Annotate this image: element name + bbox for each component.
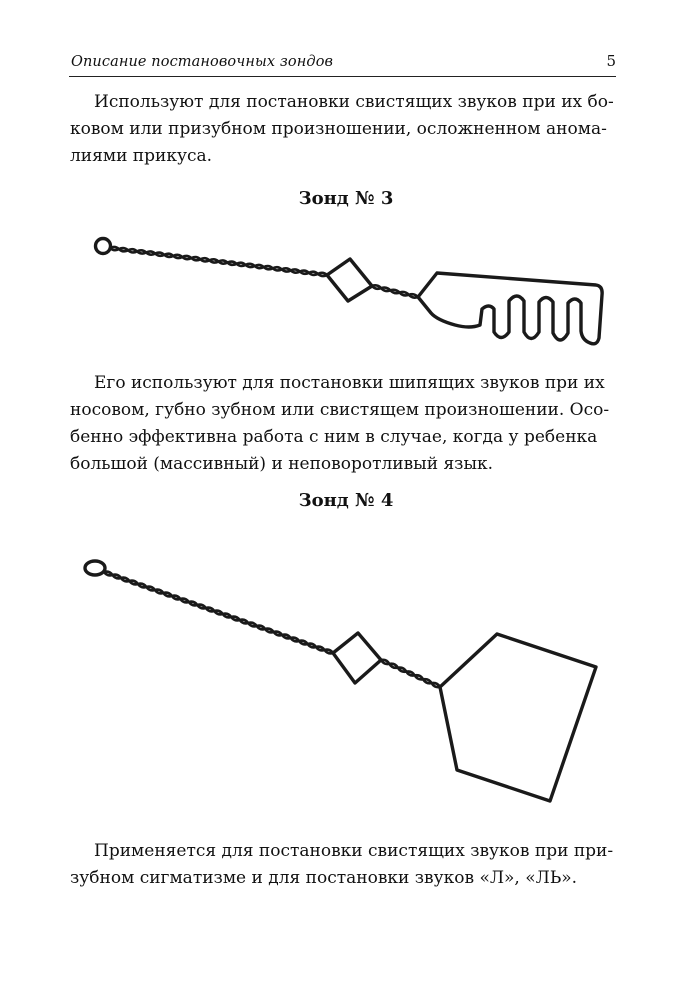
probe-head bbox=[418, 273, 602, 344]
twisted-wire-segment bbox=[381, 660, 440, 687]
paragraph-2-line: носовом, губно зубном или свистящем произношении. Осо- bbox=[70, 400, 610, 420]
running-title: Описание постановочных зондов bbox=[71, 54, 334, 70]
paragraph-1-line: лиями прикуса. bbox=[70, 146, 213, 166]
twisted-wire-segment bbox=[110, 247, 327, 276]
twisted-wire-segment bbox=[104, 572, 333, 654]
twisted-wire-segment bbox=[372, 285, 418, 297]
probe-ring bbox=[96, 239, 111, 254]
paragraph-2-line: бенно эффективна работа с ним в случае, когда у ребенка bbox=[70, 427, 598, 447]
paragraph-3-line: зубном сигматизме и для постановки звуков «Л», «ЛЬ». bbox=[70, 868, 578, 888]
page-header bbox=[69, 50, 616, 77]
probe-ring bbox=[85, 561, 105, 575]
probe-3-illustration bbox=[0, 225, 692, 355]
paragraph-1-line: ковом или призубном произношении, осложненном анома- bbox=[70, 119, 607, 139]
probe-3-heading: Зонд № 3 bbox=[298, 188, 394, 209]
probe-4-heading: Зонд № 4 bbox=[298, 490, 394, 511]
probe-diamond bbox=[333, 633, 381, 683]
paragraph-2 bbox=[70, 370, 610, 478]
paragraph-1 bbox=[70, 89, 614, 170]
probe-head bbox=[440, 634, 596, 801]
paragraph-3 bbox=[70, 838, 614, 892]
paragraph-1-line: Используют для постановки свистящих звуков при их бо- bbox=[94, 92, 614, 112]
probe-4-illustration bbox=[0, 550, 692, 810]
paragraph-2-line: большой (массивный) и неповоротливый язык. bbox=[70, 454, 493, 474]
paragraph-3-line: Применяется для постановки свистящих звуков при при- bbox=[94, 841, 614, 861]
twisted-shaft bbox=[110, 247, 327, 276]
probe-diamond bbox=[327, 259, 372, 301]
twisted-shaft bbox=[104, 572, 333, 654]
paragraph-2-line: Его используют для постановки шипящих звуков при их bbox=[94, 373, 605, 393]
page-number: 5 bbox=[606, 52, 616, 70]
